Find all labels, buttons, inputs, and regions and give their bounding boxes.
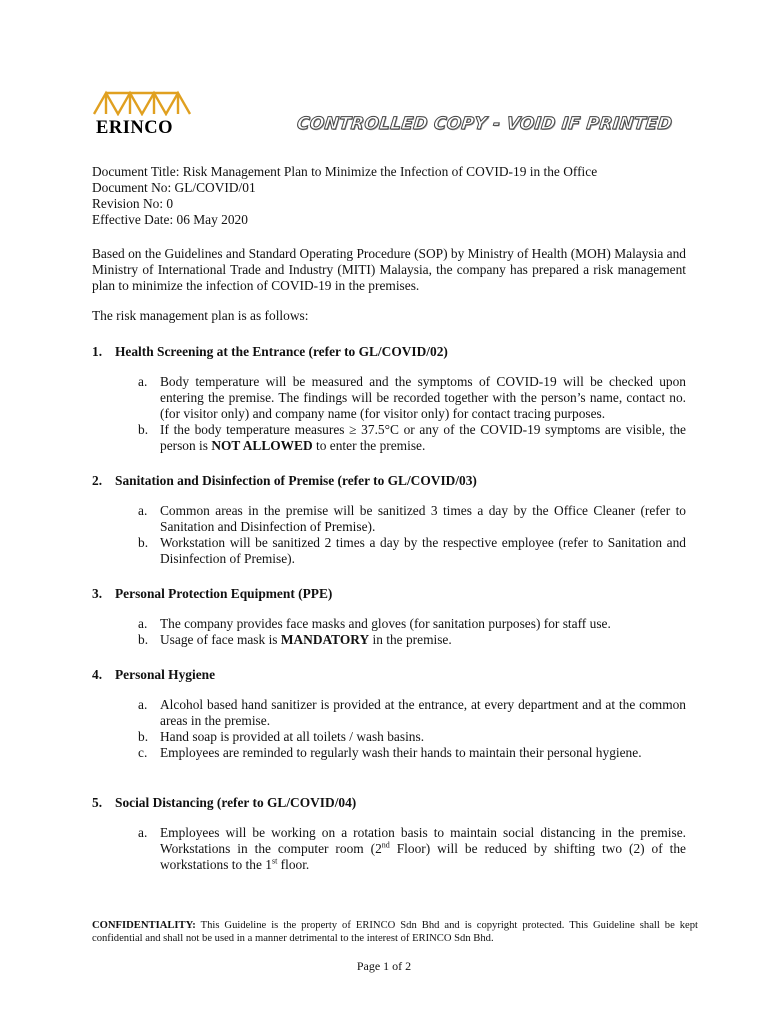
section-title: Personal Protection Equipment (PPE) — [115, 586, 333, 601]
document-body — [92, 164, 686, 873]
list-item: b. If the body temperature measures ≥ 37.5°C or any of the COVID-19 symptoms are visible, the person is NOT ALLOWED to enter the premise. — [138, 422, 686, 453]
section-number: 4. — [92, 667, 103, 682]
section-health-screening — [92, 344, 686, 454]
section-number: 1. — [92, 344, 103, 359]
list-item: b. Workstation will be sanitized 2 times a day by the respective employee (refer to Sanitation and Disinfection of Premise). — [138, 535, 686, 566]
list-item: c. Employees are reminded to regularly wash their hands to maintain their personal hygiene. — [138, 745, 642, 760]
list-item: b. Usage of face mask is MANDATORY in the premise. — [138, 632, 452, 647]
section-number: 3. — [92, 586, 103, 601]
list-item: a. Alcohol based hand sanitizer is provided at the entrance, at every department and at the common areas in the premise. — [138, 697, 686, 728]
confidentiality-notice — [92, 919, 698, 945]
revision-number: Revision No: 0 — [92, 196, 174, 211]
section-title: Personal Hygiene — [115, 667, 216, 682]
section-social-distancing — [92, 795, 686, 873]
section-personal-hygiene — [92, 667, 686, 761]
section-number: 2. — [92, 473, 103, 488]
confidentiality-text: This Guideline is the property of ERINCO Sdn Bhd and is copyright protected. This Guideline shall be kept confidential and shall not be used in a manner detrimental to the interest of ERINCO Sdn Bhd. — [92, 920, 698, 944]
emphasis-mandatory: MANDATORY — [280, 632, 370, 647]
section-ppe — [92, 586, 686, 648]
section-title: Health Screening at the Entrance (refer to GL/COVID/02) — [115, 344, 448, 359]
list-item: a. Employees will be working on a rotation basis to maintain social distancing in the premise. Workstations in the computer room (2nd Floor) will be reduced by shifting two (2) of the workstations to the 1st floor. — [138, 825, 686, 872]
list-item: a. Body temperature will be measured and the symptoms of COVID-19 will be checked upon entering the premise. The findings will be recorded together with the person’s name, contact no. (for visitor only) and company name (for visitor only) for contact tracing purposes. — [138, 374, 686, 421]
intro-paragraph: Based on the Guidelines and Standard Operating Procedure (SOP) by Ministry of Health (MOH) Malaysia and Ministry of International Trade and Industry (MITI) Malaysia, the company has prepared a risk management plan to minimize the infection of COVID-19 in the premises. — [92, 246, 686, 293]
controlled-copy-watermark: CONTROLLED COPY - VOID IF PRINTED — [295, 114, 674, 134]
section-number: 5. — [92, 795, 103, 810]
document-meta — [92, 164, 686, 228]
emphasis-not-allowed: NOT ALLOWED — [211, 438, 313, 453]
section-sanitation — [92, 473, 686, 567]
document-number: Document No: GL/COVID/01 — [92, 180, 256, 195]
list-item: a. Common areas in the premise will be sanitized 3 times a day by the Office Cleaner (refer to Sanitation and Disinfection of Premise). — [138, 503, 686, 534]
page-number: Page 1 of 2 — [356, 959, 412, 973]
lead-paragraph: The risk management plan is as follows: — [92, 308, 309, 323]
section-title: Social Distancing (refer to GL/COVID/04) — [115, 795, 357, 810]
logo-text: ERINCO — [96, 118, 174, 138]
document-title: Document Title: Risk Management Plan to Minimize the Infection of COVID-19 in the Office — [92, 164, 598, 179]
effective-date: Effective Date: 06 May 2020 — [92, 212, 248, 227]
list-item: a. The company provides face masks and gloves (for sanitation purposes) for staff use. — [138, 616, 611, 631]
confidentiality-label: CONFIDENTIALITY: — [92, 920, 196, 931]
list-item: b. Hand soap is provided at all toilets / wash basins. — [138, 729, 425, 744]
section-title: Sanitation and Disinfection of Premise (refer to GL/COVID/03) — [115, 473, 477, 488]
